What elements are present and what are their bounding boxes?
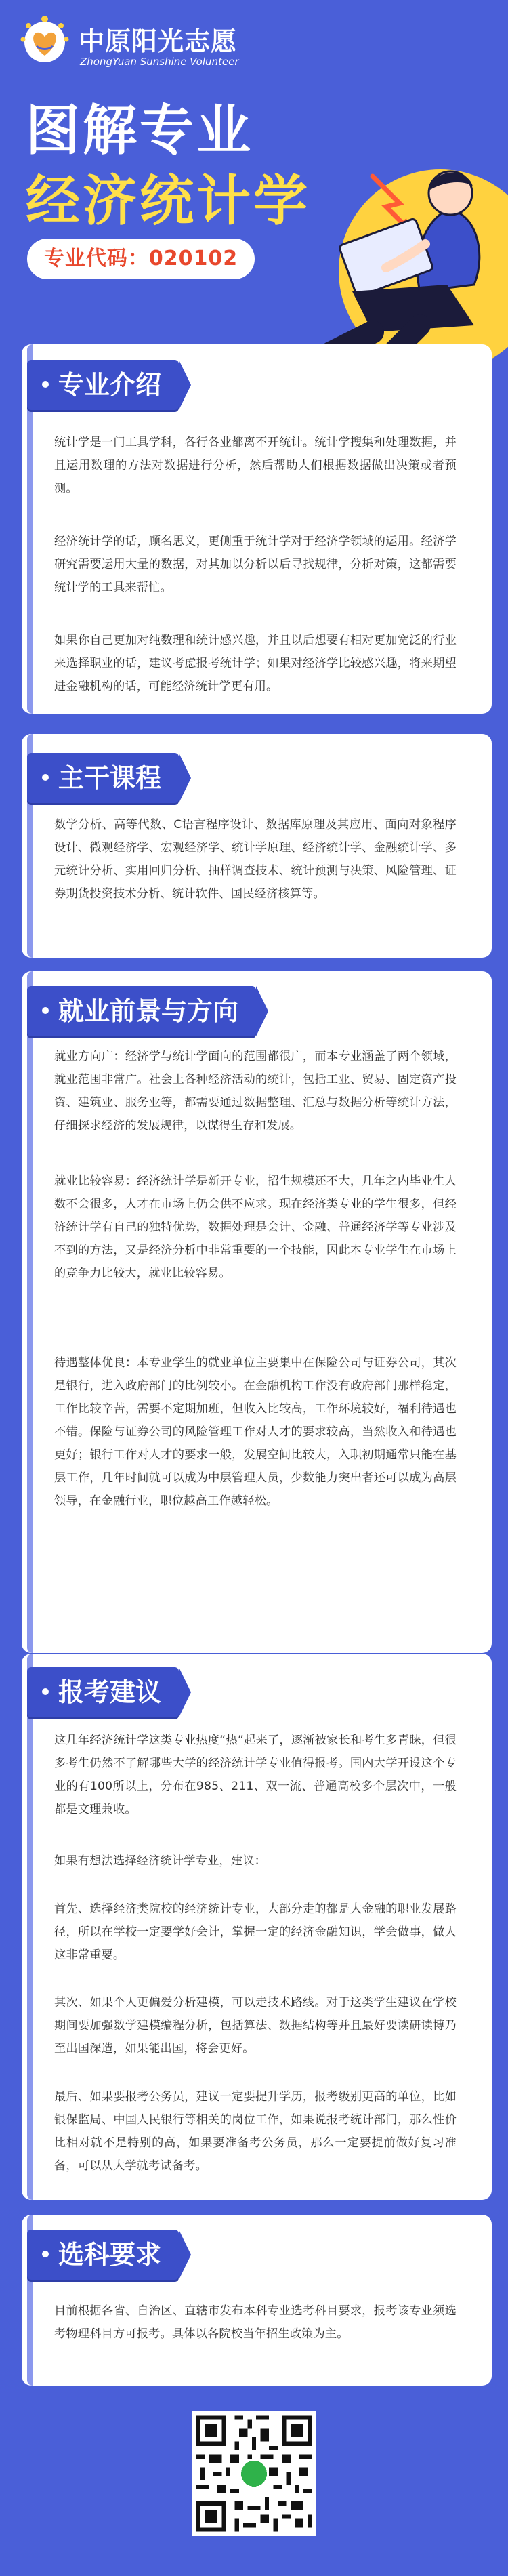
courses-paragraph: 数学分析、高等代数、C语言程序设计、数据库原理及其应用、面向对象程序设计、微观经济学、宏观经济学、统计学原理、经济统计学、金融统计学、多元统计分析、实用回归分析、抽样调查技术、统计预测与决策、风险管理、证券期货投资技术分析、统计软件、国民经济核算等。	[54, 818, 457, 901]
section-title-intro: 专业介绍	[27, 360, 179, 410]
advice-paragraph-2: 如果有想法选择经济统计学专业，建议：	[54, 1854, 266, 1868]
section-title-subjects: 选科要求	[27, 2230, 179, 2280]
career-paragraph-2: 就业比较容易：经济统计学是新开专业，招生规模还不大，几年之内毕业生人数不会很多，人才在市场上仍会供不应求。现在经济类专业的学生很多，但经济统计学有自己的独特优势，数据处理是会计、金融、普通经济学等专业涉及不到的方法，又是经济分析中非常重要的一个技能，因此本专业学生在市场上的竞争力比较大，就业比较容易。	[54, 1174, 457, 1280]
advice-paragraph-4: 其次、如果个人更偏爱分析建模，可以走技术路线。对于这类学生建议在学校期间要加强数学建模编程分析，包括算法、数据结构等并且最好要读研读博乃至出国深造，如果能出国，将会更好。	[54, 1996, 457, 2056]
intro-paragraph-1: 统计学是一门工具学科，各行各业都离不开统计。统计学搜集和处理数据，并且运用数理的方法对数据进行分析，然后帮助人们根据数据做出决策或者预测。	[54, 436, 457, 495]
hero-title-line2: 经济统计学	[26, 169, 310, 232]
intro-paragraph-3: 如果你自己更加对纯数理和统计感兴趣，并且以后想要有相对更加宽泛的行业来选择职业的话，建议考虑报考统计学；如果对经济学比较感兴趣，将来期望进金融机构的话，可能经济统计学更有用。	[54, 634, 457, 693]
qr-code[interactable]	[192, 2411, 316, 2536]
intro-paragraph-2: 经济统计学的话，顾名思义，更侧重于统计学对于经济学领域的运用。经济学研究需要运用大量的数据，对其加以分析以后寻找规律，分析对策，这都需要统计学的工具来帮忙。	[54, 535, 457, 594]
career-paragraph-1: 就业方向广：经济学与统计学面向的范围都很广，而本专业涵盖了两个领域，就业范围非常广。社会上各种经济活动的统计，包括工业、贸易、固定资产投资、建筑业、服务业等，都需要通过数据整理、汇总与数据分析等统计方法，仔细探求经济的发展规律，以谋得生存和发展。	[54, 1050, 457, 1132]
section-title-advice: 报考建议	[27, 1667, 179, 1717]
advice-paragraph-3: 首先、选择经济类院校的经济统计专业，大部分走的都是大金融的职业发展路径，所以在学校一定要学好会计，掌握一定的经济金融知识，学会做事，做人这非常重要。	[54, 1902, 457, 1962]
section-title-courses: 主干课程	[27, 753, 179, 803]
brand-name-cn: 中原阳光志愿	[79, 26, 238, 56]
major-code-badge: 专业代码：020102	[27, 239, 255, 279]
sun-heart-logo-icon	[19, 15, 70, 66]
career-paragraph-3: 待遇整体优良：本专业学生的就业单位主要集中在保险公司与证券公司，其次是银行，进入政府部门的比例较小。在金融机构工作没有政府部门那样稳定，工作比较辛苦，需要不定期加班，但收入比较高，工作环境较好，福利待遇也不错。保险与证券公司的风险管理工作对人才的要求较高，当然收入和待遇也更好；银行工作对人才的要求一般，发展空间比较大，入职初期通常只能在基层工作，几年时间就可以成为中层管理人员，少数能力突出者还可以成为高层领导，在金融行业，职位越高工作越轻松。	[54, 1356, 457, 1508]
brand-name-en: ZhongYuan Sunshine Volunteer	[80, 56, 239, 68]
hero-title-line1: 图解专业	[26, 99, 253, 162]
subjects-paragraph: 目前根据各省、自治区、直辖市发布本科专业选考科目要求，报考该专业须选考物理科目方可报考。具体以各院校当年招生政策为主。	[54, 2304, 457, 2341]
advice-paragraph-5: 最后、如果要报考公务员，建议一定要提升学历，报考级别更高的单位，比如银保监局、中国人民银行等相关的岗位工作，如果说报考统计部门，那么性价比相对就不是特别的高，如果要准备考公务员，那么一定要提前做好复习准备，可以从大学就考试备考。	[54, 2090, 457, 2173]
section-title-career: 就业前景与方向	[27, 986, 256, 1036]
advice-paragraph-1: 这几年经济统计学这类专业热度“热”起来了，逐渐被家长和考生多青睐，但很多考生仍然不了解哪些大学的经济统计学专业值得报考。国内大学开设这个专业的有100所以上，分布在985、211、双一流、普通高校多个层次中，一般都是文理兼收。	[54, 1734, 457, 1816]
brand-logo	[19, 15, 263, 76]
